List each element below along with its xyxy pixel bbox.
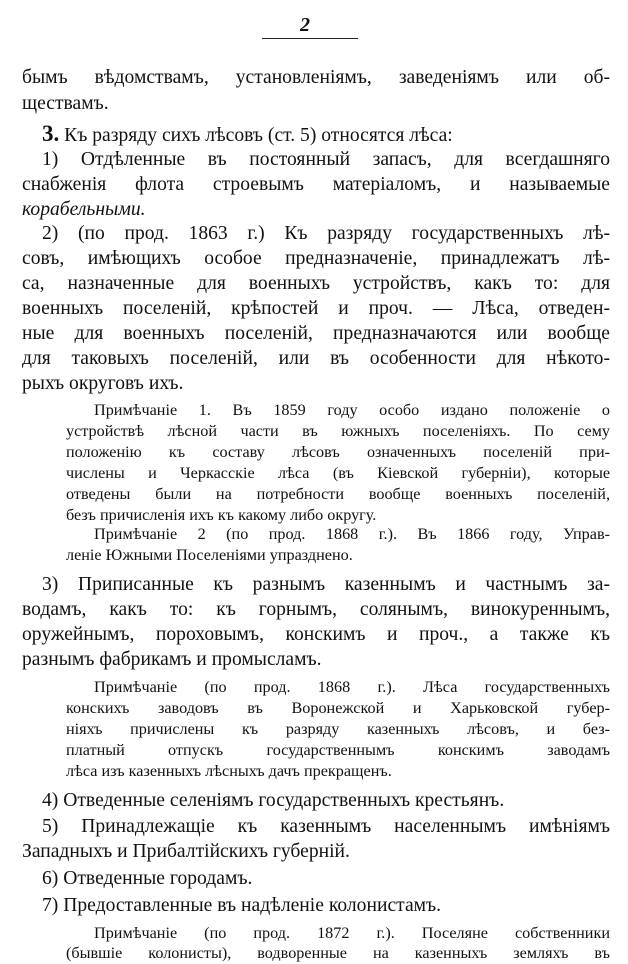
- paragraph-line: 6) Отведенные городамъ.: [42, 868, 253, 889]
- paragraph-line: 1) Отдѣленные въ постоянный запасъ, для всегдашняго: [42, 149, 610, 170]
- paragraph-line: для таковыхъ поселеній, или въ особенности для нѣкото-: [22, 348, 610, 369]
- note-line: (бывшіе колонисты), водворенные на казенныхъ земляхъ въ: [66, 944, 610, 962]
- note-line: Примѣчаніе 2 (по прод. 1868 г.). Въ 1866 году, Управ-: [94, 525, 610, 543]
- paragraph-line: 7) Предоставленные въ надѣленіе колонистамъ.: [42, 895, 442, 916]
- paragraph-line: снабженія флота строевымъ матеріаломъ, и называемые: [22, 174, 610, 195]
- paragraph-line: Западныхъ и Прибалтійскихъ губерній.: [22, 841, 350, 862]
- section-number: 3.: [42, 121, 60, 146]
- note-line: Примѣчаніе 1. Въ 1859 году особо издано положеніе о: [94, 401, 610, 419]
- paragraph-line: 2) (по прод. 1863 г.) Къ разряду государственныхъ лѣ-: [42, 223, 610, 244]
- paragraph-line: ные для военныхъ поселеній, предназначаются или вообще: [22, 323, 610, 344]
- paragraph-line: разнымъ фабрикамъ и промысламъ.: [22, 649, 322, 670]
- paragraph-line: 3) Приписанные къ разнымъ казеннымъ и частнымъ за-: [42, 574, 610, 595]
- note-line: конскихъ заводовъ въ Воронежской и Харьковской губер-: [66, 699, 610, 717]
- section-heading: [42, 122, 453, 146]
- paragraph-line: 4) Отведенные селеніямъ государственныхъ крестьянъ.: [42, 790, 505, 811]
- paragraph-line: ществамъ.: [22, 93, 109, 114]
- note-line: ніяхъ причислены къ разряду казенныхъ лѣсовъ, и без-: [66, 720, 610, 738]
- italic-term: корабельными.: [22, 199, 146, 220]
- paragraph-line: совъ, имѣющихъ особое предназначеніе, принадлежатъ лѣ-: [22, 248, 610, 269]
- note-line: леніе Южными Поселеніями упразднено.: [66, 546, 353, 564]
- note-line: лѣса изъ казенныхъ лѣсныхъ дачъ прекращенъ.: [66, 762, 392, 780]
- note-line: Примѣчаніе (по прод. 1872 г.). Поселяне собственники: [94, 924, 610, 942]
- section-text: Къ разряду сихъ лѣсовъ (ст. 5) относятся лѣса:: [64, 125, 453, 146]
- note-line: отведены были на потребности вообще военныхъ поселеній,: [66, 485, 610, 503]
- paragraph-line: 5) Принадлежащіе къ казеннымъ населеннымъ имѣніямъ: [42, 816, 610, 837]
- note-line: Примѣчаніе (по прод. 1868 г.). Лѣса государственныхъ: [94, 678, 610, 696]
- note-line: числены и Черкасскіе лѣса (въ Кіевской губерніи), которые: [66, 464, 610, 482]
- note-line: устройствѣ лѣсной части въ южныхъ поселеніяхъ. По сему: [66, 422, 610, 440]
- paragraph-line: бымъ вѣдомствамъ, установленіямъ, заведеніямъ или об-: [22, 67, 610, 88]
- note-line: положенію къ составу лѣсовъ означенныхъ поселеній при-: [66, 443, 610, 461]
- page-number: 2: [300, 14, 310, 36]
- header-rule: [262, 38, 358, 39]
- paragraph-line: военныхъ поселеній, крѣпостей и проч. — Лѣса, отведен-: [22, 298, 610, 319]
- paragraph-line: рыхъ округовъ ихъ.: [22, 373, 184, 394]
- note-line: безъ причисленія ихъ къ какому либо округу.: [66, 506, 377, 524]
- paragraph-line: оружейнымъ, пороховымъ, конскимъ и проч., а также къ: [22, 624, 610, 645]
- note-line: платный отпускъ государственнымъ конскимъ заводамъ: [66, 741, 610, 759]
- paragraph-line: водамъ, какъ то: къ горнымъ, солянымъ, винокуреннымъ,: [22, 599, 610, 620]
- paragraph-line: са, назначенные для военныхъ устройствъ, какъ то: для: [22, 273, 610, 294]
